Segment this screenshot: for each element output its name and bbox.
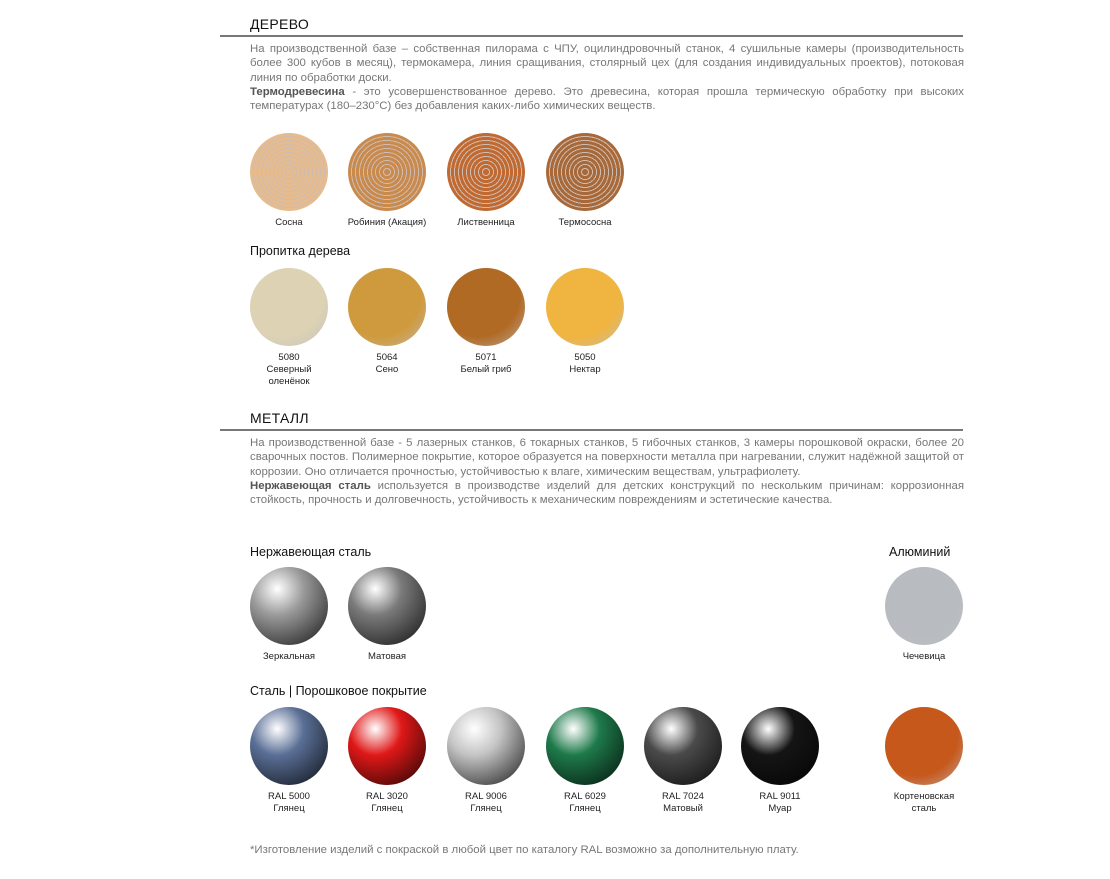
metal-para2: используется в производстве изделий для детских конструкций по нескольким причинам: коррозионная стойкость, прочность и долговечность, устойчивость к механическим повреждениям и эстетические качества. (250, 479, 964, 507)
swatch-name: Матовая (368, 651, 406, 662)
swatch-name: Глянец (470, 803, 502, 814)
swatch-flat (854, 707, 994, 815)
swatch-code: 5050 (574, 352, 596, 363)
swatch-circle (348, 133, 426, 211)
wood-para2-bold: Термодревесина (250, 85, 345, 98)
footnote: *Изготовление изделий с покраской в любой цвет по каталогу RAL возможно за дополнительную плату. (250, 844, 799, 856)
swatch-name: Нектар (569, 364, 601, 375)
metal-title: МЕТАЛЛ (250, 410, 309, 426)
aluminium-title: Алюминий (889, 545, 951, 559)
swatch-circle (447, 133, 525, 211)
swatch-name: Сено (375, 364, 399, 375)
swatch-circle (546, 268, 624, 346)
swatch-circle (741, 707, 819, 785)
wood-para1: На производственной базе – собственная пилорама с ЧПУ, оцилиндровочный станок, 4 сушильные камеры (производительность более 300 кубов в месяц), термокамера, линия сращивания, столярный цех (для создания индивидуальных проектов), потоковая линия по обработки доски. (250, 43, 964, 84)
swatch-name: Белый гриб (460, 364, 512, 375)
swatch-label (317, 651, 457, 663)
swatch-code: 5080 (278, 352, 300, 363)
swatch-circle (885, 567, 963, 645)
swatch-name: Глянец (273, 803, 305, 814)
swatch-name: Термососна (558, 217, 612, 228)
swatch-label (854, 651, 994, 663)
swatch-circle (447, 268, 525, 346)
metal-description (250, 436, 964, 507)
swatch-label (515, 352, 655, 376)
metal-para2-bold: Нержавеющая сталь (250, 479, 371, 492)
swatch-name: Муар (768, 803, 792, 814)
wood-para2: - это усовершенствованное дерево. Это древесина, которая прошла термическую обработку при высоких температурах (180–230°C) без добавления каких-либо химических веществ. (250, 85, 964, 113)
swatch-code: RAL 9006 (465, 791, 507, 802)
swatch-circle (348, 707, 426, 785)
swatch-circle (885, 707, 963, 785)
swatch-label (710, 791, 850, 815)
powder-title: Сталь | Порошковое покрытие (250, 684, 427, 698)
swatch-circle (447, 707, 525, 785)
swatch-code: 5064 (376, 352, 398, 363)
swatch-name: Матовый (663, 803, 703, 814)
wood-description (250, 42, 964, 113)
swatch-label (854, 791, 994, 815)
swatch-flat (854, 567, 994, 663)
swatch-name: Лиственница (457, 217, 515, 228)
swatch-name: Глянец (371, 803, 403, 814)
swatch-label (515, 217, 655, 229)
swatch-circle (348, 567, 426, 645)
swatch-flat (515, 268, 655, 376)
swatch-code: RAL 5000 (268, 791, 310, 802)
swatch-code: 5071 (475, 352, 497, 363)
swatch-name: Сосна (275, 217, 303, 228)
divider (220, 35, 963, 37)
swatch-name: Чечевица (902, 651, 946, 662)
swatch-wood (515, 133, 655, 229)
swatch-circle (348, 268, 426, 346)
wood-title: ДЕРЕВО (250, 16, 310, 32)
swatch-code: RAL 3020 (366, 791, 408, 802)
swatch-code: RAL 6029 (564, 791, 606, 802)
metal-para1: На производственной базе - 5 лазерных станков, 6 токарных станков, 5 гибочных станков, 3 камеры порошковой окраски, более 20 сварочных постов. Полимерное покрытие, которое образуется на поверхности металла при нагревании, служит надёжной защитой от коррозии. Оно отличается прочностью, устойчивостью к влаге, химическим веществам, ультрафиолету. (250, 437, 964, 478)
swatch-name: Робиния (Акация) (347, 217, 427, 228)
impregnation-title: Пропитка дерева (250, 244, 351, 258)
swatch-code: RAL 9011 (759, 791, 801, 802)
swatch-name: Кортеновская сталь (893, 791, 955, 814)
stainless-title: Нержавеющая сталь (250, 545, 372, 559)
swatch-code: RAL 7024 (662, 791, 704, 802)
swatch-name: Зеркальная (262, 651, 316, 662)
swatch-name: Глянец (569, 803, 601, 814)
swatch-name: Северный оленёнок (266, 364, 312, 387)
swatch-circle (546, 133, 624, 211)
swatch-sphere (710, 707, 850, 815)
swatch-sphere (317, 567, 457, 663)
divider (220, 429, 963, 431)
